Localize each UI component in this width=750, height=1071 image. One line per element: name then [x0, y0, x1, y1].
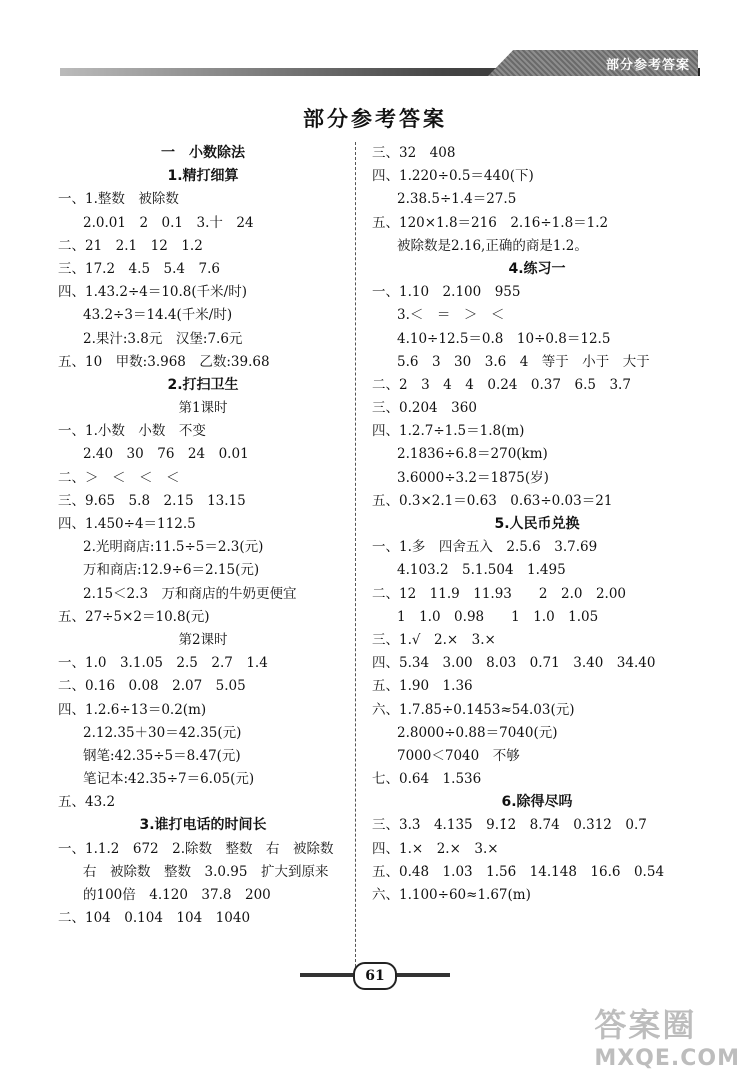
- answer-line: 四、1.220÷0.5＝440(下): [372, 168, 534, 185]
- answer-line: 二、12 11.9 11.93 2 2.0 2.00: [372, 585, 627, 602]
- section-heading: 一 小数除法: [161, 145, 245, 161]
- section-heading: 3.谁打电话的时间长: [139, 817, 267, 834]
- answer-line: 3.＜ ＝ ＞ ＜: [397, 307, 505, 324]
- answer-line: 钢笔:42.35÷5＝8.47(元): [83, 747, 241, 764]
- answer-line: 的100倍 4.120 37.8 200: [83, 887, 271, 903]
- watermark-url: MXQE.COM: [594, 1046, 740, 1071]
- answer-line: 二、2 3 4 4 0.24 0.37 6.5 3.7: [372, 376, 631, 393]
- watermark: [594, 1000, 740, 1071]
- answer-line: 三、32 408: [372, 145, 456, 161]
- answer-line: 六、1.7.85÷0.1453≈54.03(元): [372, 701, 575, 718]
- answer-line: 三、17.2 4.5 5.4 7.6: [58, 260, 220, 277]
- answer-line: 一、1.0 3.1.05 2.5 2.7 1.4: [58, 655, 268, 672]
- right-column: [372, 142, 702, 907]
- answer-line: 四、5.34 3.00 8.03 0.71 3.40 34.40: [372, 655, 656, 672]
- answer-line: 4.103.2 5.1.504 1.495: [397, 562, 566, 579]
- answer-line: 2.12.35＋30＝42.35(元): [83, 724, 242, 741]
- answer-line: 2.8000÷0.88＝7040(元): [397, 724, 558, 741]
- left-column: [58, 142, 348, 930]
- subsection-heading: 第1课时: [178, 400, 228, 417]
- answer-line: 五、1.90 1.36: [372, 678, 473, 695]
- answer-line: 43.2÷3＝14.4(千米/时): [83, 307, 233, 324]
- answer-line: 3.6000÷3.2＝1875(岁): [397, 469, 549, 486]
- answer-line: 三、0.204 360: [372, 400, 477, 417]
- answer-line: 三、1.√ 2.× 3.×: [372, 631, 496, 648]
- page-title: 部分参考答案: [303, 106, 447, 131]
- answer-line: 四、1.2.6÷13＝0.2(m): [58, 701, 207, 718]
- watermark-logo: 答案圈: [594, 1006, 697, 1044]
- answer-line: 三、3.3̇ 4.13̇5̇ 9.1̇2̇ 8.7̇4̇ 0.3̇12̇ 0.7̇: [372, 817, 647, 834]
- answer-line: 六、1.100÷60≈1.67(m): [372, 887, 531, 903]
- answer-line: 五、10 甲数:3.968 乙数:39.68: [58, 353, 270, 370]
- answer-line: 2.40 30 76 24 0.01: [83, 446, 249, 463]
- answer-line: 一、1.小数 小数 不变: [58, 423, 206, 440]
- answer-line: 五、0.48̇ 1.03̇ 1.56̇ 14.14̇8̇ 16.6̇ 0.5̇4̇: [372, 863, 665, 880]
- answer-line: 万和商店:12.9÷6＝2.15(元): [83, 562, 260, 579]
- answer-line: 一、1.多 四舍五入 2.5.6 3.7.69: [372, 539, 598, 556]
- answer-line: 一、1.10 2.100 955: [372, 284, 521, 301]
- column-divider: [355, 142, 356, 982]
- answer-line: 五、0.3×2.1＝0.63 0.63÷0.03＝21: [372, 492, 613, 509]
- answer-line: 一、1.整数 被除数: [58, 191, 179, 208]
- answer-line: 五、27÷5×2＝10.8(元): [58, 608, 210, 625]
- answer-line: 2.0.01 2 0.1 3.十 24: [83, 214, 254, 231]
- answer-line: 一、1.1.2 672 2.除数 整数 右 被除数: [58, 840, 334, 857]
- answer-line: 4.10÷12.5＝0.8 10÷0.8＝12.5: [397, 330, 611, 347]
- answer-line: 1 1.0 0.98 1 1.0 1.05: [397, 608, 599, 625]
- answer-line: 四、1.450÷4＝112.5: [58, 516, 196, 532]
- answer-line: 2.15＜2.3 万和商店的牛奶更便宜: [83, 585, 297, 602]
- answer-line: 三、9.65 5.8 2.15 13.15: [58, 492, 246, 509]
- section-heading: 2.打扫卫生: [167, 376, 239, 393]
- answer-line: 二、＞ ＜ ＜ ＜: [58, 469, 180, 486]
- answer-line: 2.光明商店:11.5÷5＝2.3(元): [83, 539, 264, 556]
- answer-line: 五、120×1.8＝216 2.16÷1.8＝1.2: [372, 214, 609, 231]
- section-heading: 4.练习一: [508, 260, 566, 277]
- answer-line: 五、43.2: [58, 794, 116, 811]
- section-heading: 1.精打细算: [167, 168, 239, 185]
- section-heading: 5.人民币兑换: [494, 516, 580, 532]
- answer-line: 四、1.43.2÷4＝10.8(千米/时): [58, 284, 247, 301]
- answer-line: 二、21 2.1 12 1.2: [58, 237, 203, 254]
- header-label: 部分参考答案: [605, 58, 690, 73]
- answer-line: 四、1.2.7÷1.5＝1.8(m): [372, 423, 525, 440]
- answer-line: 7000＜7040 不够: [397, 747, 520, 764]
- subsection-heading: 第2课时: [178, 631, 228, 648]
- footer: [0, 962, 750, 990]
- answer-line: 2.38.5÷1.4＝27.5: [397, 191, 517, 208]
- answer-line: 右 被除数 整数 3.0.95 扩大到原来: [83, 863, 329, 880]
- page-number: 61: [353, 962, 397, 990]
- answer-line: 2.果汁:3.8元 汉堡:7.6元: [83, 330, 243, 347]
- answer-line: 二、104 0.104 104 1040: [58, 910, 251, 927]
- answer-line: 笔记本:42.35÷7＝6.05(元): [83, 771, 255, 788]
- answer-line: 2.1836÷6.8＝270(km): [397, 446, 548, 463]
- answer-line: 七、0.64 1.536: [372, 771, 482, 788]
- answer-line: 5.6 3 30 3.6 4 等于 小于 大于: [397, 353, 650, 370]
- answer-line: 被除数是2.16,正确的商是1.2。: [397, 237, 588, 254]
- answer-line: 四、1.× 2.× 3.×: [372, 840, 499, 857]
- section-heading: 6.除得尽吗: [501, 794, 573, 811]
- answer-line: 二、0.16 0.08 2.07 5.05: [58, 678, 246, 695]
